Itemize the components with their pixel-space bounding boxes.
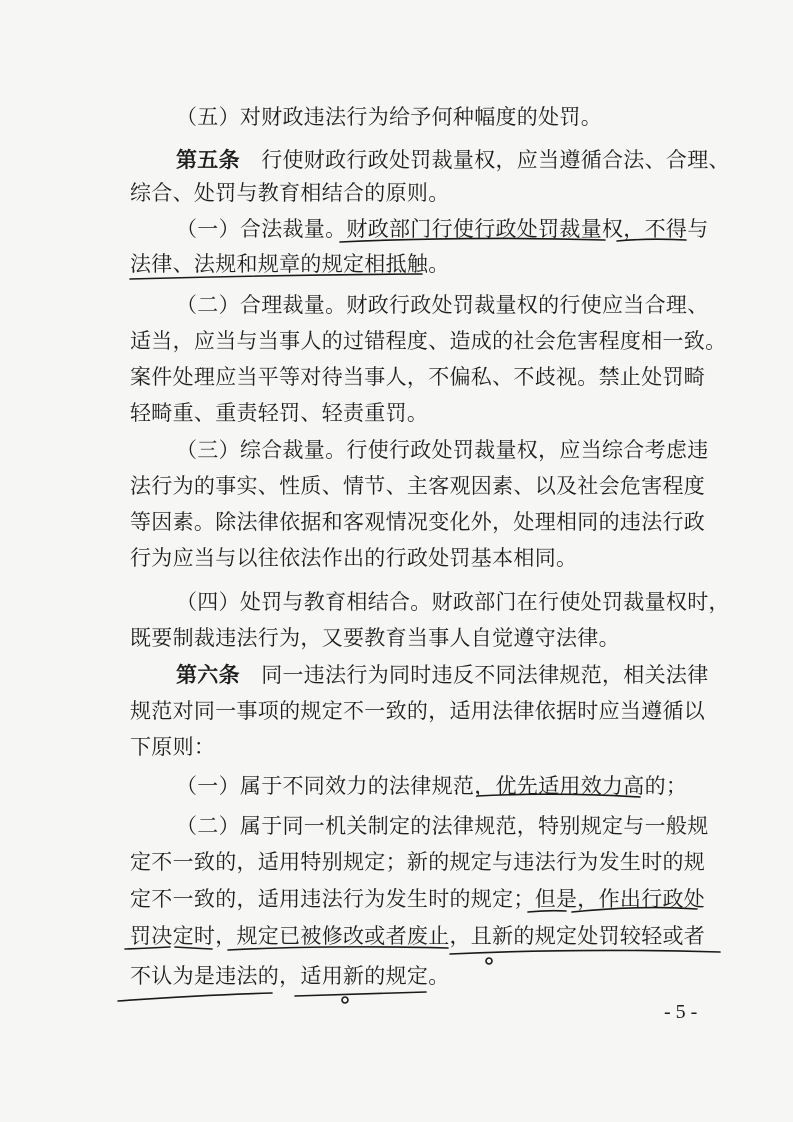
text-line: 案件处理应当平等对待当事人，不偏私、不歧视。禁止处罚畸 — [130, 365, 706, 389]
text-line: 罚决定时，规定已被修改或者废止，且新的规定处罚较轻或者 — [130, 924, 706, 948]
underline-stroke — [118, 993, 272, 1001]
article-label: 第六条 — [176, 662, 240, 687]
text-line: 不认为是违法的，适用新的规定。 — [130, 964, 450, 988]
text-line: （二）属于同一机关制定的法律规范，特别规定与一般规 — [176, 814, 709, 838]
text-line: 行为应当与以往依法作出的行政处罚基本相同。 — [130, 546, 578, 570]
text-line: 规范对同一事项的规定不一致的，适用法律依据时应当遵循以 — [130, 699, 706, 723]
article-5-heading: 第五条 行使财政行政处罚裁量权，应当遵循合法、合理、 — [176, 147, 730, 172]
ink-dot — [342, 997, 348, 1003]
underline-stroke — [295, 992, 426, 996]
text-line: （一）合法裁量。财政部门行使行政处罚裁量权，不得与 — [176, 217, 709, 241]
text-line: 下原则： — [130, 735, 216, 759]
text-line: 等因素。除法律依据和客观情况变化外，处理相同的违法行政 — [130, 510, 706, 534]
article-6-heading: 第六条 同一违法行为同时违反不同法律规范，相关法律 — [176, 662, 709, 687]
ink-dot — [486, 958, 492, 964]
text-line: （五）对财政违法行为给予何种幅度的处罚。 — [176, 105, 602, 129]
text-line: 法行为的事实、性质、情节、主客观因素、以及社会危害程度 — [130, 474, 706, 498]
text-line: 法律、法规和规章的规定相抵触。 — [130, 252, 450, 276]
text-line: 综合、处罚与教育相结合的原则。 — [130, 181, 450, 205]
text-line: 定不一致的，适用违法行为发生时的规定；但是，作出行政处 — [130, 887, 706, 911]
text-line: （一）属于不同效力的法律规范，优先适用效力高的； — [176, 774, 688, 798]
text-line: 既要制裁违法行为，又要教育当事人自觉遵守法律。 — [130, 626, 620, 650]
text-line: 适当，应当与当事人的过错程度、造成的社会危害程度相一致。 — [130, 329, 727, 353]
article-label: 第五条 — [176, 147, 240, 172]
page-number: - 5 - — [664, 1001, 698, 1023]
text-line: （四）处罚与教育相结合。财政部门在行使处罚裁量权时， — [176, 590, 730, 614]
underline-stroke — [450, 950, 720, 954]
text-line: （二）合理裁量。财政行政处罚裁量权的行使应当合理、 — [176, 293, 709, 317]
text-line: 轻畸重、重责轻罚、轻责重罚。 — [130, 401, 429, 425]
text-line: （三）综合裁量。行使行政处罚裁量权，应当综合考虑违 — [176, 438, 709, 462]
text-line: 定不一致的，适用特别规定；新的规定与违法行为发生时的规 — [130, 850, 706, 874]
